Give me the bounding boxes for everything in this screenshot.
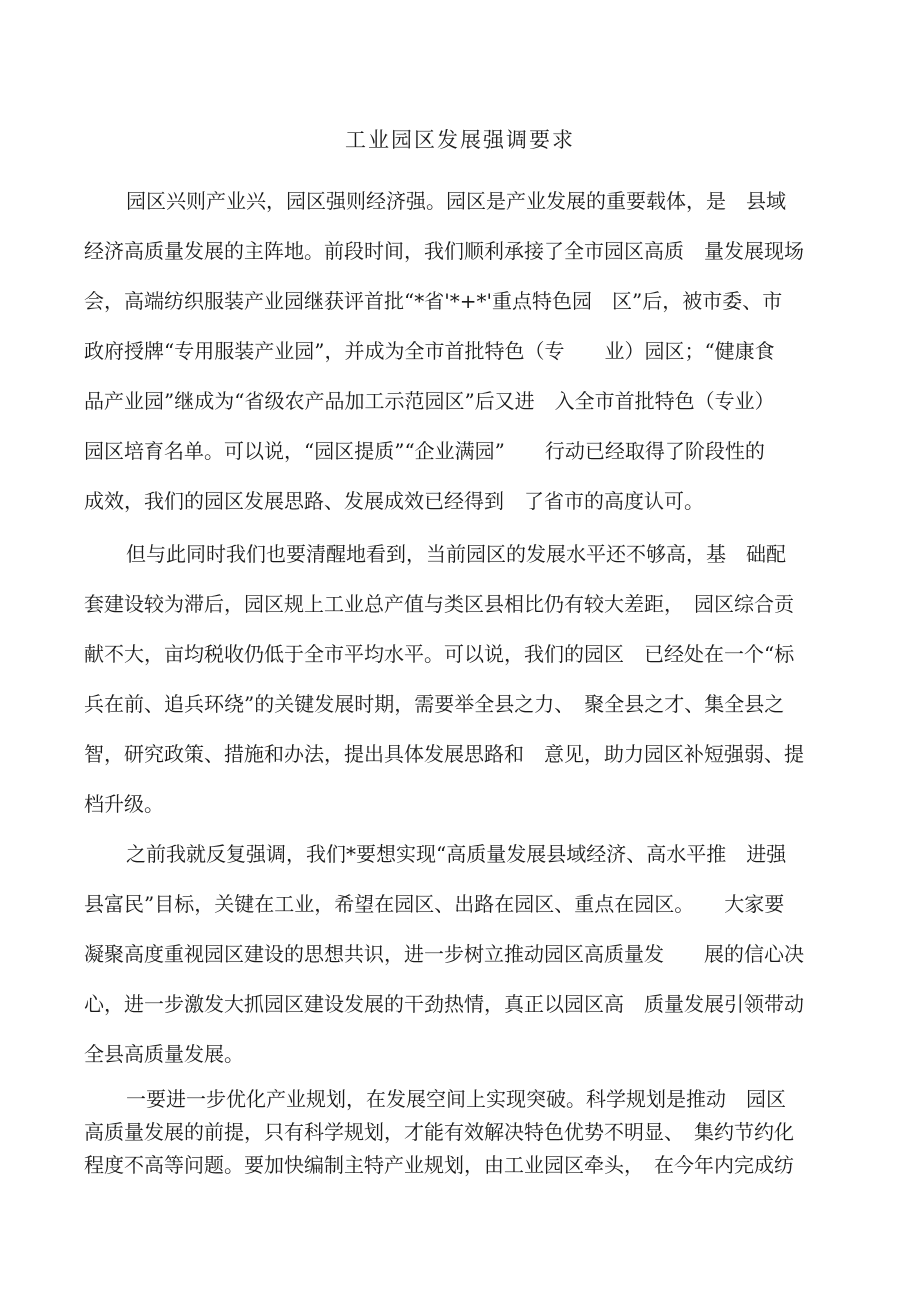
paragraph-line: 套建设较为滞后，园区规上工业总产值与类区县相比仍有较大差距， 园区综合贡 (84, 592, 794, 616)
paragraph-line: 凝聚高度重视园区建设的思想共识，进一步树立推动园区高质量发 展的信心决 (84, 942, 804, 966)
paragraph-line: 会，高端纺织服装产业园继获评首批“*省'*+*'重点特色园 区”后，被市委、市 (84, 289, 783, 313)
paragraph-line: 智，研究政策、措施和办法，提出具体发展思路和 意见，助力园区补短强弱、提 (84, 742, 804, 766)
paragraph-line: 但与此同时我们也要清醒地看到，当前园区的发展水平还不够高，基 础配 (126, 542, 786, 566)
paragraph-line: 园区培育名单。可以说，“园区提质”“企业满园” 行动已经取得了阶段性的 (84, 439, 765, 463)
paragraph-line: 程度不高等问题。要加快编制主特产业规划，由工业园区牵头， 在今年内完成纺 (84, 1153, 794, 1177)
paragraph-line: 档升级。 (84, 792, 164, 816)
paragraph-line: 县富民”目标，关键在工业，希望在园区、出路在园区、重点在园区。 大家要 (84, 892, 785, 916)
paragraph-line: 心，进一步激发大抓园区建设发展的干劲热情，真正以园区高 质量发展引领带动 (84, 992, 804, 1016)
paragraph-1 (84, 176, 844, 526)
paragraph-line: 品产业园”继成为“省级农产品加工示范园区”后又进 入全市首批特色（专业） (84, 389, 775, 413)
paragraph-line: 之前我就反复强调，我们*要想实现“高质量发展县域经济、高水平推 进强 (126, 842, 787, 866)
paragraph-line: 一要进一步优化产业规划，在发展空间上实现突破。科学规划是推动 园区 (126, 1087, 786, 1111)
paragraph-line: 经济高质量发展的主阵地。前段时间，我们顺利承接了全市园区高质 量发展现场 (84, 239, 804, 263)
paragraph-3 (84, 829, 844, 1079)
document-title: 工业园区发展强调要求 (345, 128, 575, 152)
paragraph-line: 全县高质量发展。 (84, 1042, 244, 1066)
paragraph-4 (84, 1083, 844, 1182)
paragraph-line: 兵在前、追兵环绕”的关键发展时期，需要举全县之力、 聚全县之才、集全县之 (84, 692, 785, 716)
paragraph-line: 高质量发展的前提，只有科学规划，才能有效解决特色优势不明显、 集约节约化 (84, 1120, 794, 1144)
paragraph-line: 园区兴则产业兴，园区强则经济强。园区是产业发展的重要载体，是 县域 (126, 189, 786, 213)
paragraph-line: 献不大，亩均税收仍低于全市平均水平。可以说，我们的园区 已经处在一个“标 (84, 642, 795, 666)
paragraph-2 (84, 529, 844, 829)
paragraph-line: 成效，我们的园区发展思路、发展成效已经得到 了省市的高度认可。 (84, 489, 704, 513)
paragraph-line: 政府授牌“专用服装产业园”，并成为全市首批特色（专 业）园区；“健康食 (84, 339, 775, 363)
